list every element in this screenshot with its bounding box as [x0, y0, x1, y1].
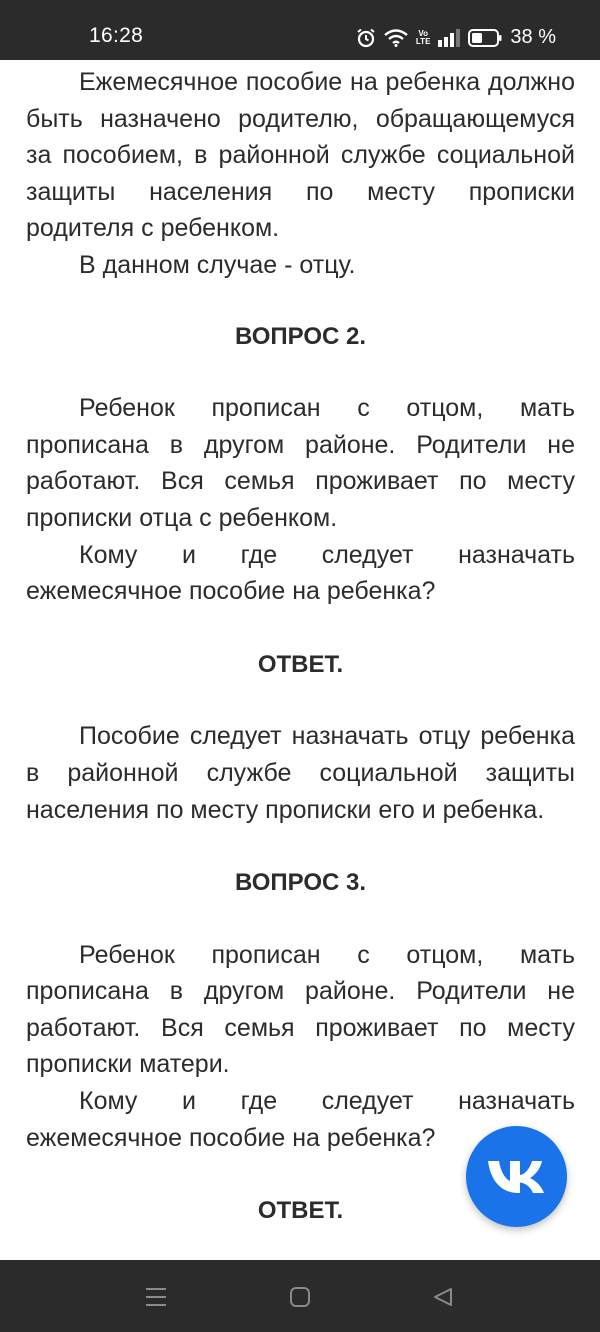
paragraph-allowance-assignment: Ежемесячное пособие на ребенка должно быть назначено родителю, обращающемуся за пособием, в районной службе социальной защиты населения по месту прописки родителя с ребенком. [26, 68, 575, 243]
alarm-icon [356, 28, 376, 48]
signal-icon [438, 29, 460, 47]
back-button[interactable] [430, 1284, 456, 1310]
question-2-heading: ВОПРОС 2. [234, 322, 367, 350]
answer-3-heading: ОТВЕТ. [257, 1197, 344, 1225]
question-2-question: Кому и где следует назначать ежемесячное пособие на ребенка? [26, 540, 575, 606]
navigation-bar [0, 1260, 600, 1332]
menu-icon [144, 1286, 168, 1308]
status-icons [356, 26, 556, 49]
article-body [26, 60, 575, 1230]
volte-top-label: Vo [418, 28, 428, 38]
battery-percent: 38 % [510, 26, 556, 48]
vk-logo-icon [485, 1157, 549, 1197]
question-2-paragraph: Ребенок прописан с отцом, мать прописана в другом районе. Родители не работают. Вся семья проживает по месту прописки отца с ребенком. [26, 394, 575, 532]
paragraph-father-case: В данном случае - отцу. [79, 250, 356, 279]
status-bar [0, 0, 600, 60]
menu-button[interactable] [143, 1284, 169, 1310]
volte-icon [416, 30, 431, 46]
answer-2-paragraph: Пособие следует назначать отцу ребенка в районной службе социальной защиты населения по месту прописки его и ребенка. [26, 722, 575, 824]
question-3-question: Кому и где следует назначать ежемесячное пособие на ребенка? [26, 1087, 575, 1152]
home-button[interactable] [287, 1284, 313, 1310]
status-time: 16:28 [89, 24, 144, 47]
question-3-heading: ВОПРОС 3. [234, 869, 367, 897]
battery-icon [468, 29, 502, 47]
answer-2-heading: ОТВЕТ. [257, 650, 344, 678]
home-icon [289, 1286, 311, 1308]
back-icon [432, 1286, 454, 1308]
volte-bottom-label: LTE [415, 36, 431, 46]
wifi-icon [384, 29, 408, 47]
question-3-paragraph: Ребенок прописан с отцом, мать прописана в другом районе. Родители не работают. Вся семья проживает по месту прописки матери. [26, 940, 575, 1079]
vk-share-button[interactable] [466, 1126, 567, 1227]
